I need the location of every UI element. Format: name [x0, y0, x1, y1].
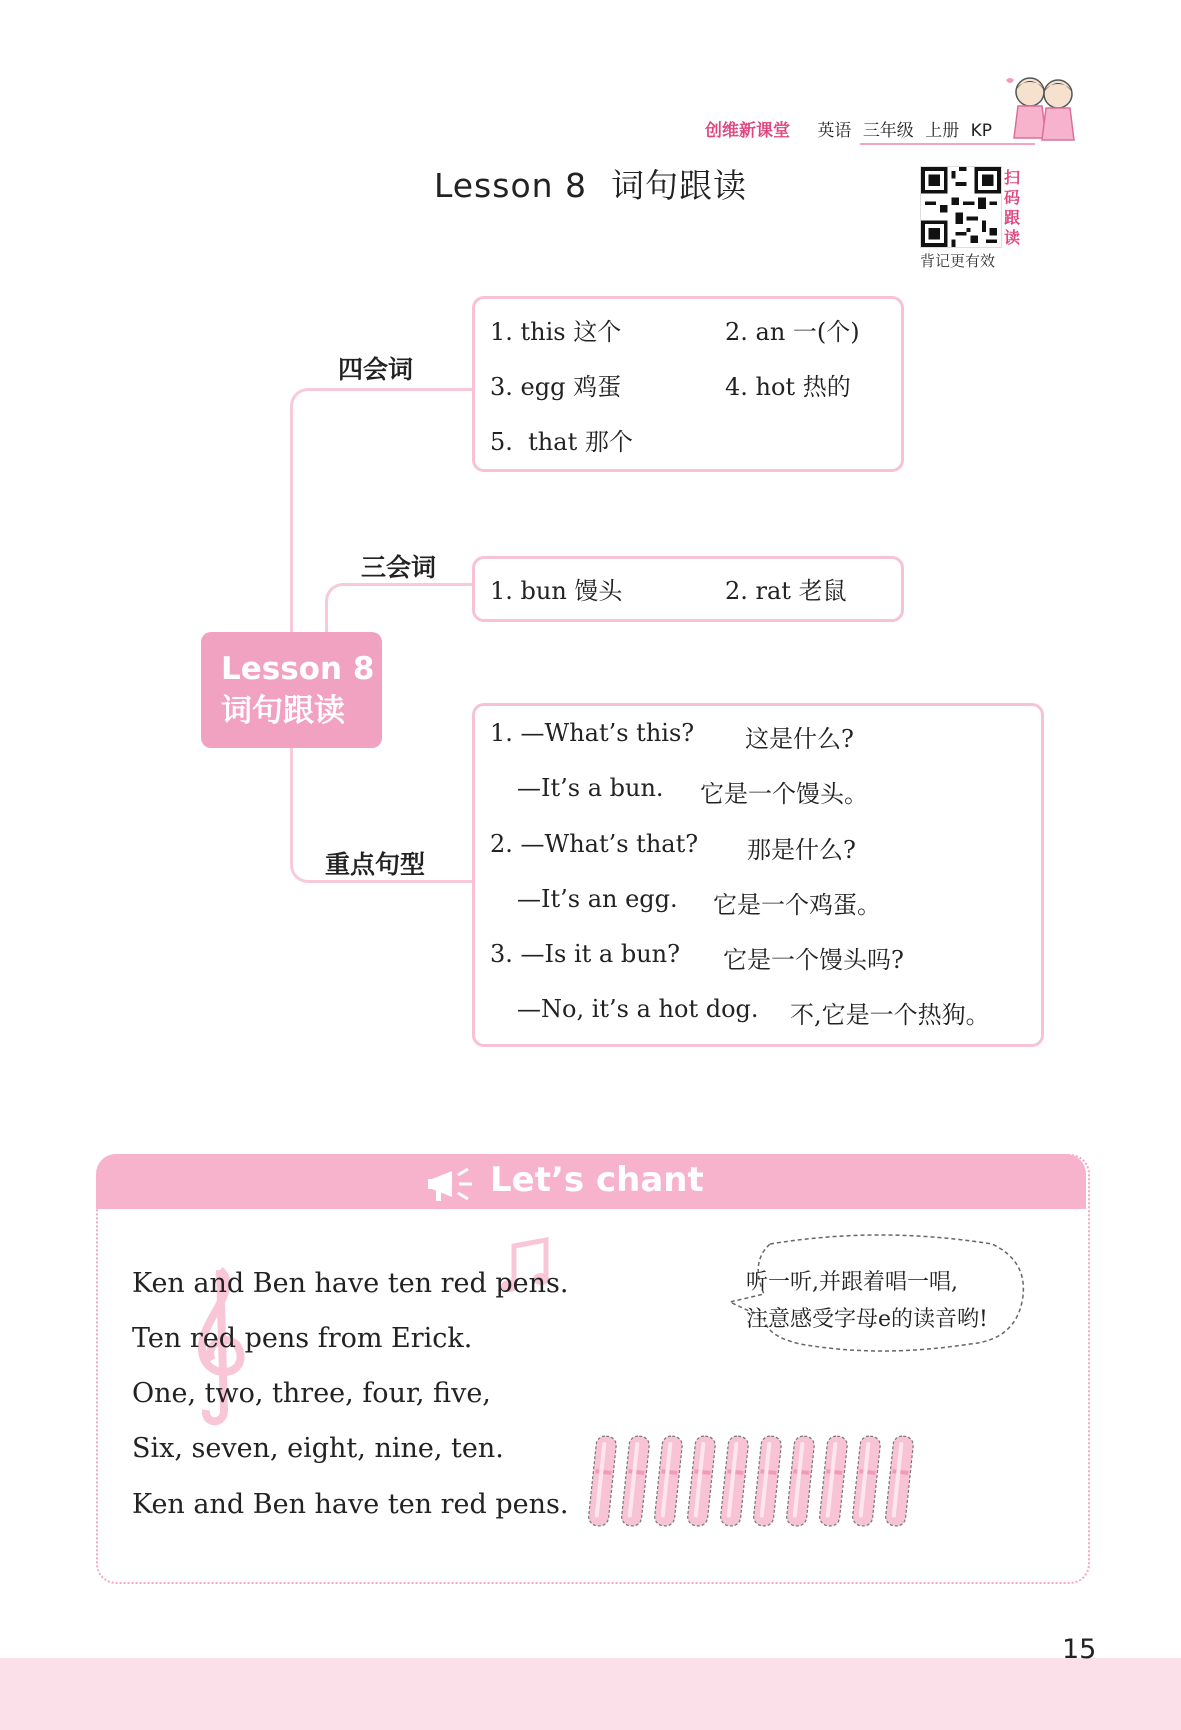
chant-line: One, two, three, four, five, [132, 1378, 491, 1409]
sentence-zh: 这是什么? [745, 725, 854, 753]
pen-icon [720, 1435, 749, 1527]
title-lesson: Lesson 8 [433, 166, 588, 205]
qr-side-text [1004, 168, 1024, 248]
title-topic: 词句跟读 [611, 166, 748, 205]
sentence-en: 1. —What’s this? [490, 719, 695, 747]
sentence-en: —No, it’s a hot dog. [517, 995, 759, 1023]
edition-label: KP [970, 121, 993, 141]
word-item: 2. an 一(个) [725, 318, 860, 346]
three-skill-label: 三会词 [361, 553, 437, 582]
chant-line: Six, seven, eight, nine, ten. [132, 1433, 504, 1464]
lesson-badge-line2: 词句跟读 [221, 693, 345, 729]
lesson-badge-line1: Lesson 8 [221, 651, 375, 687]
word-item: 3. egg 鸡蛋 [490, 373, 622, 401]
kids-illustration [1002, 70, 1088, 152]
pen-icon [621, 1435, 650, 1527]
bubble-line: 注意感受字母e的读音哟! [746, 1307, 988, 1332]
pen-icon [753, 1435, 782, 1527]
qr-side-char: 码 [1004, 188, 1021, 207]
sentence-en: 2. —What’s that? [490, 830, 699, 858]
qr-side-char: 跟 [1004, 208, 1021, 227]
word-item: 1. bun 馒头 [490, 577, 623, 605]
brand-name: 创维新课堂 [705, 121, 790, 141]
sentence-en: 3. —Is it a bun? [490, 940, 680, 968]
page-number: 15 [1062, 1634, 1097, 1665]
pen-icon [885, 1435, 914, 1527]
sentence-zh: 那是什么? [747, 836, 856, 864]
sentence-zh: 它是一个馒头吗? [723, 946, 904, 974]
word-item: 2. rat 老鼠 [725, 577, 847, 605]
bubble-line: 听一听,并跟着唱一唱, [746, 1270, 958, 1295]
megaphone-icon [426, 1163, 482, 1205]
pen-icon [687, 1435, 716, 1527]
pen-icon [588, 1435, 617, 1527]
key-sentences-label: 重点句型 [325, 850, 426, 879]
word-item: 5. that 那个 [490, 428, 633, 456]
qr-side-char: 扫 [1004, 168, 1021, 187]
sentence-en: —It’s a bun. [517, 774, 664, 802]
chant-line: Ken and Ben have ten red pens. [132, 1489, 569, 1520]
book-header [705, 116, 992, 141]
word-item: 4. hot 热的 [725, 373, 851, 401]
grade-label: 三年级 [862, 121, 914, 141]
qr-side-char: 读 [1004, 228, 1021, 247]
sentence-zh: 它是一个鸡蛋。 [713, 891, 881, 919]
footer-band [0, 1658, 1181, 1730]
pen-icon [819, 1435, 848, 1527]
pen-icon [852, 1435, 881, 1527]
sentence-en: —It’s an egg. [517, 885, 678, 913]
volume-label: 上册 [925, 121, 960, 141]
sentence-zh: 不,它是一个热狗。 [790, 1001, 990, 1029]
qr-code[interactable] [920, 166, 1002, 248]
pen-icon [654, 1435, 683, 1527]
ten-pens-illustration [580, 1430, 930, 1540]
pen-icon [786, 1435, 815, 1527]
connector-middle [325, 583, 474, 636]
subject-label: 英语 [817, 121, 852, 141]
qr-caption: 背记更有效 [920, 252, 996, 270]
lesson-badge [201, 632, 382, 748]
chant-title: Let’s chant [490, 1160, 704, 1200]
chant-line: Ken and Ben have ten red pens. [132, 1268, 569, 1299]
four-skill-label: 四会词 [338, 355, 414, 384]
sentence-zh: 它是一个馒头。 [700, 780, 868, 808]
chant-line: Ten red pens from Erick. [132, 1323, 473, 1354]
word-item: 1. this 这个 [490, 318, 622, 346]
